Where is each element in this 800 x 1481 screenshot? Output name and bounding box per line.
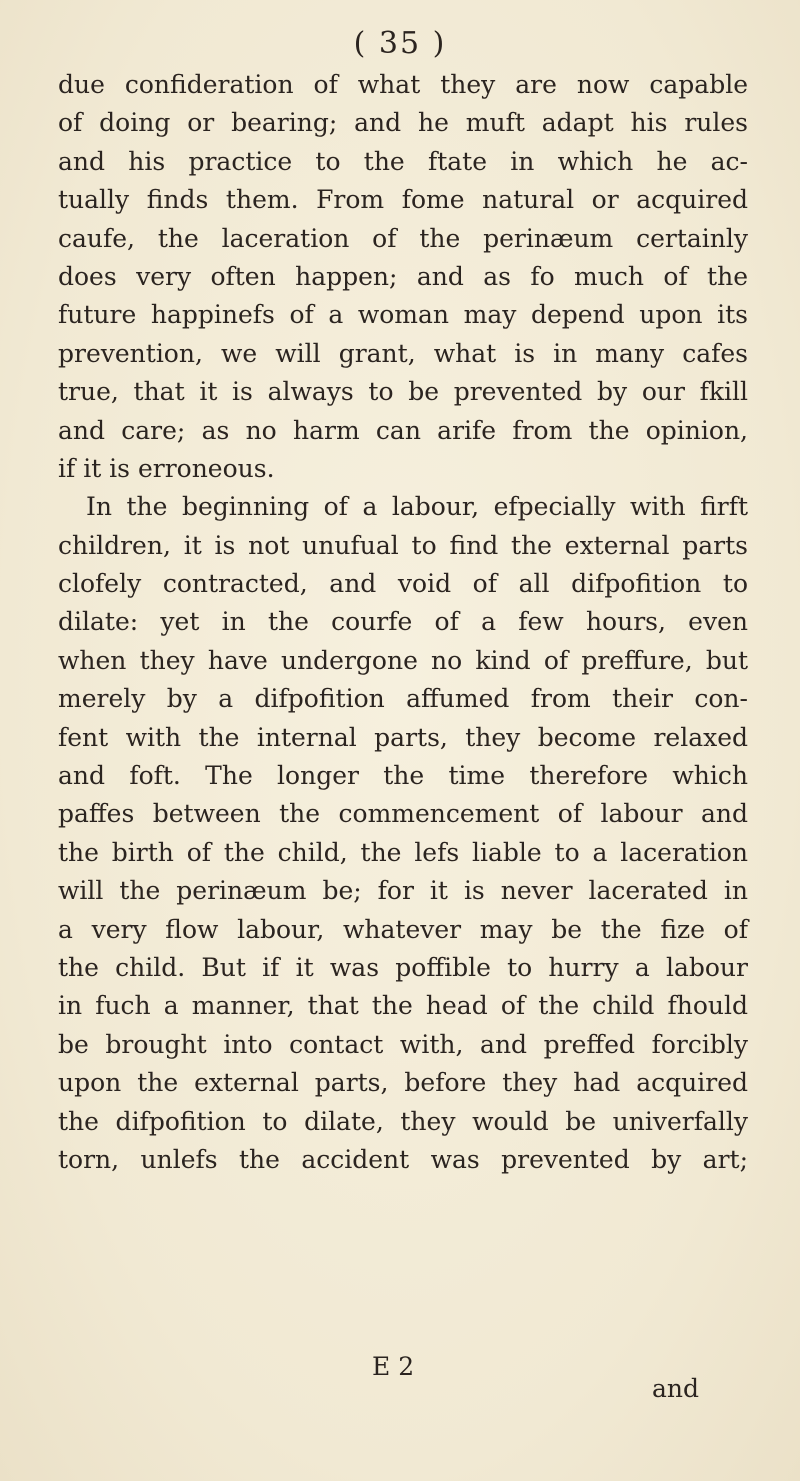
- text-line: merely by a difpofition affumed from their con-: [58, 684, 748, 714]
- text-line: and his practice to the ftate in which he ac-: [58, 146, 748, 176]
- text-line: children, it is not unufual to find the external parts: [58, 530, 748, 560]
- text-line: future happinefs of a woman may depend upon its: [58, 300, 748, 330]
- text-line: paffes between the commencement of labour and: [58, 799, 748, 829]
- text-line: prevention, we will grant, what is in many cafes: [58, 338, 748, 368]
- text-line: fent with the internal parts, they become relaxed: [58, 722, 748, 752]
- catchword: and: [652, 1374, 700, 1403]
- text-line: torn, unlefs the accident was prevented by art;: [58, 1144, 748, 1174]
- text-line: and care; as no harm can arife from the opinion,: [58, 415, 748, 445]
- paragraph-end-line: if it is erroneous.: [58, 453, 275, 483]
- text-line: when they have undergone no kind of preffure, but: [58, 645, 748, 675]
- paragraph-start-line: In the beginning of a labour, efpecially with firft: [86, 492, 748, 522]
- text-line: dilate: yet in the courfe of a few hours, even: [58, 607, 748, 637]
- text-line: tually finds them. From fome natural or acquired: [58, 185, 748, 215]
- text-line: upon the external parts, before they had acquired: [58, 1068, 748, 1098]
- text-line: will the perinæum be; for it is never lacerated in: [58, 876, 748, 906]
- signature-mark: E 2: [372, 1352, 415, 1381]
- text-line: and foft. The longer the time therefore which: [58, 761, 748, 791]
- text-line: clofely contracted, and void of all difpofition to: [58, 569, 748, 599]
- text-line: the difpofition to dilate, they would be univerfally: [58, 1106, 748, 1136]
- text-line: a very flow labour, whatever may be the fize of: [58, 914, 748, 944]
- text-line: due confideration of what they are now capable: [58, 70, 748, 99]
- text-line: does very often happen; and as fo much of the: [58, 261, 748, 291]
- body-text: [58, 66, 748, 1179]
- page-number: ( 35 ): [353, 26, 447, 61]
- text-line: in fuch a manner, that the head of the child fhould: [58, 991, 748, 1021]
- text-line: the child. But if it was poffible to hurry a labour: [58, 952, 748, 982]
- text-line: of doing or bearing; and he muft adapt his rules: [58, 108, 748, 138]
- text-line: caufe, the laceration of the perinæum certainly: [58, 223, 748, 253]
- page-footer: [0, 1352, 800, 1412]
- text-line: be brought into contact with, and preffed forcibly: [58, 1029, 748, 1059]
- text-line: true, that it is always to be prevented by our fkill: [58, 377, 748, 407]
- text-line: the birth of the child, the lefs liable to a laceration: [58, 837, 748, 867]
